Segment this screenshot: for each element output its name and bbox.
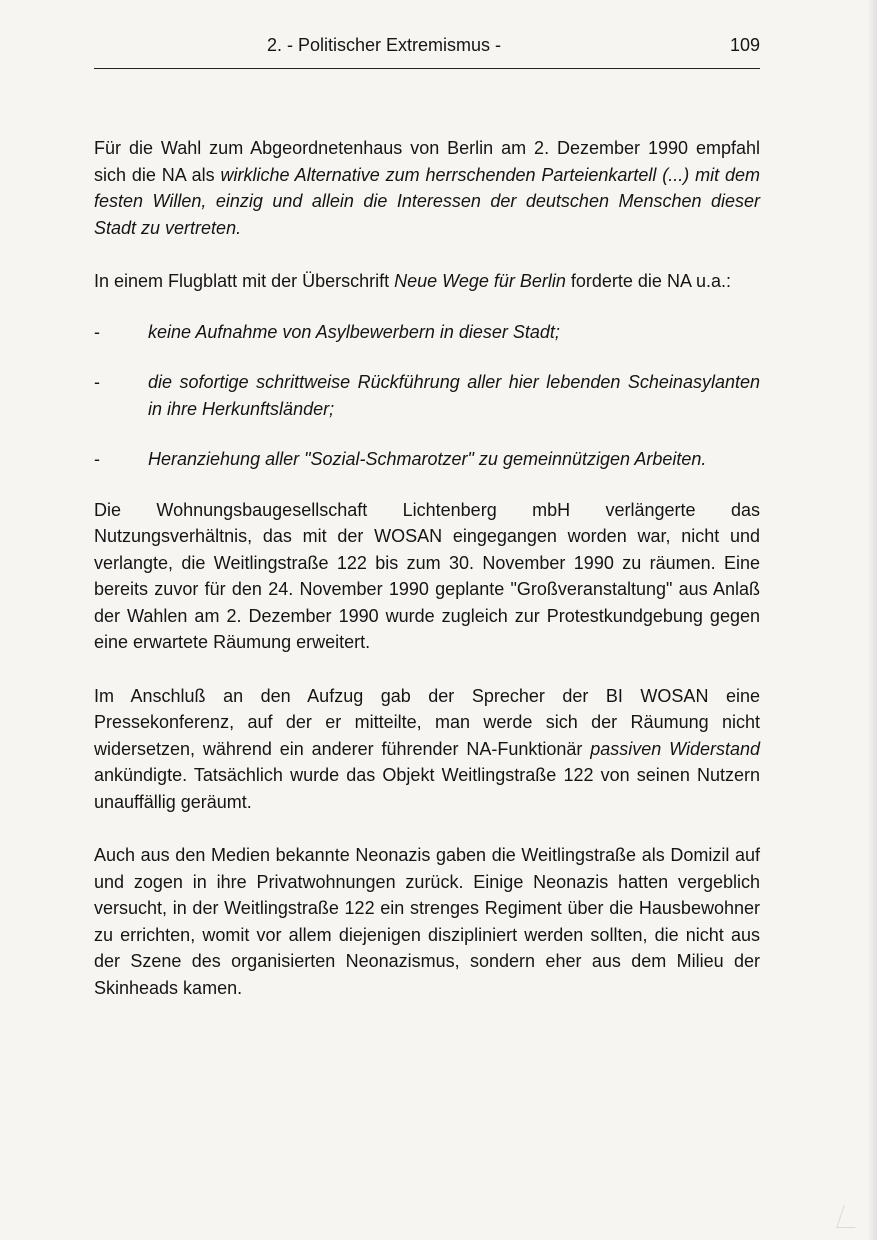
paragraph-press-before: Im Anschluß an den Aufzug gab der Sprecher der BI WOSAN eine Pressekonferenz, auf der er mitteilte, man werde sich der Räumung nicht widersetzen, während ein anderer führender NA-Funktionär [94, 685, 760, 759]
scan-corner-mark [836, 1205, 862, 1228]
scan-edge-shadow [867, 0, 877, 1240]
paragraph-election-quote: wirkliche Alternative zum herrschenden Parteienkartell (...) mit dem festen Willen, einzig und allein die Interessen der deutschen Menschen dieser Stadt zu vertreten. [94, 164, 761, 238]
paragraph-gap [94, 241, 760, 268]
paragraph-press-after: ankündigte. Tatsächlich wurde das Objekt Weitlingstraße 122 von seinen Nutzern unauffällig geräumt. [94, 765, 760, 812]
paragraph-gap [94, 656, 760, 683]
dash-marker: - [94, 449, 100, 469]
paragraph-leaflet-title: Neue Wege für Berlin [394, 271, 566, 291]
paragraph-neonazis: Auch aus den Medien bekannte Neonazis gaben die Weitlingstraße als Domizil auf und zogen in ihre Privatwohnungen zurück. Einige Neonazis hatten vergeblich versucht, in der Weitlingstraße 122 ein strenges Regiment über die Hausbewohner zu errichten, womit vor allem diejenigen diszipliniert werden sollten, die nicht aus der Szene des organisierten Neonazismus, sondern eher aus dem Milieu der Skinheads kamen. [94, 845, 760, 998]
paragraph-leaflet-before: In einem Flugblatt mit der Überschrift [94, 271, 395, 291]
dash-marker: - [94, 321, 100, 342]
paragraph-gap [94, 473, 760, 497]
list-item [94, 446, 760, 473]
paragraph-leaflet-after: forderte die NA u.a.: [565, 271, 731, 291]
body-text [94, 135, 760, 1001]
paragraph-election-intro: Für die Wahl zum Abgeordnetenhaus von Berlin am 2. Dezember 1990 empfahl sich die NA als [94, 138, 760, 185]
dash-marker: - [94, 372, 100, 392]
page-header [94, 32, 760, 58]
list-item [94, 319, 760, 346]
demand-text: Heranziehung aller "Sozial-Schmarotzer" zu gemeinnützigen Arbeiten. [148, 449, 707, 469]
header-rule [94, 68, 760, 69]
list-gap [94, 345, 760, 369]
demand-text: keine Aufnahme von Asylbewerbern in dieser Stadt; [148, 321, 560, 342]
demand-text: die sofortige schrittweise Rückführung aller hier lebenden Scheinasylanten in ihre Herkunftsländer; [148, 372, 760, 419]
demands-list [94, 319, 760, 473]
paragraph-gap [94, 295, 760, 319]
paragraph-press-conference [94, 683, 760, 816]
page-number: 109 [729, 35, 760, 55]
paragraph-gap [94, 815, 760, 842]
paragraph-housing: Die Wohnungsbaugesellschaft Lichtenberg mbH verlängerte das Nutzungsverhältnis, das mit der WOSAN eingegangen worden war, nicht und verlangte, die Weitlingstraße 122 bis zum 30. November 1990 zu räumen. Eine bereits zuvor für den 24. November 1990 geplante "Großveranstaltung" aus Anlaß der Wahlen am 2. Dezember 1990 wurde zugleich zur Protestkundgebung gegen eine erwartete Räumung erweitert. [94, 499, 760, 652]
running-title: 2. - Politischer Extremismus - [266, 35, 502, 55]
paragraph-press-italic: passiven Widerstand [590, 738, 761, 759]
list-gap [94, 422, 760, 446]
list-item [94, 369, 760, 422]
paragraph-election [94, 135, 760, 241]
paragraph-leaflet [94, 268, 760, 295]
